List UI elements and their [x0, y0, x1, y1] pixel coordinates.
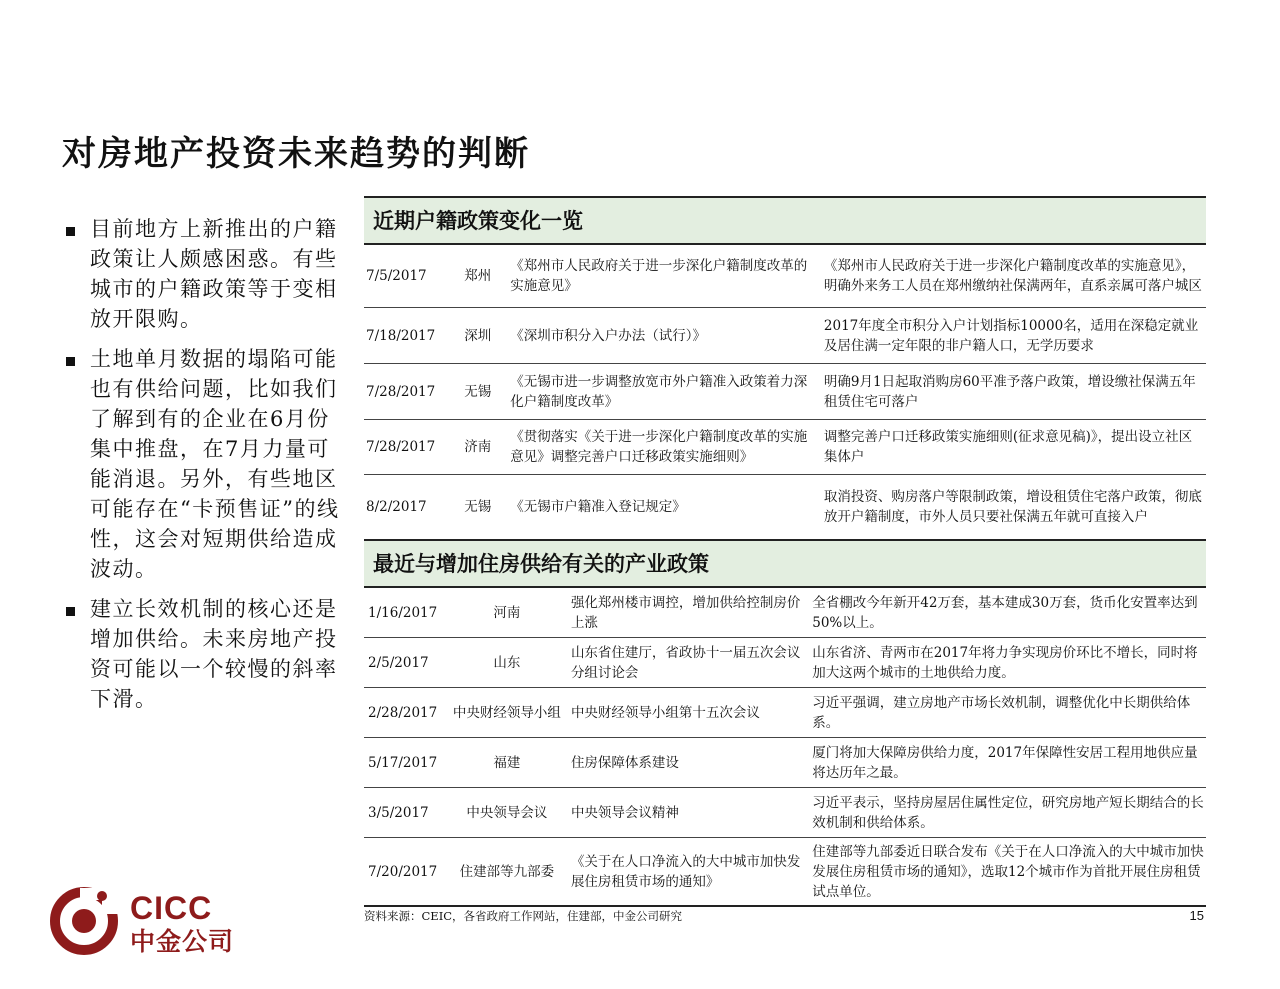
event-cell: 《关于在人口净流入的大中城市加快发展住房租赁市场的通知》 — [570, 853, 801, 890]
bullet-text: 建立长效机制的核心还是增加供给。未来房地产投资可能以一个较慢的斜率下滑。 — [90, 597, 338, 711]
city-cell: 无锡 — [464, 499, 492, 515]
table-row — [364, 738, 1206, 788]
event-cell: 山东省住建厅，省政协十一届五次会议分组讨论会 — [570, 644, 801, 681]
table-row — [364, 475, 1206, 539]
policy-name-cell: 《郑州市人民政府关于进一步深化户籍制度改革的实施意见》 — [510, 258, 808, 294]
org-cell: 住建部等九部委 — [459, 863, 555, 880]
table1-header: 近期户籍政策变化一览 — [364, 196, 1206, 245]
date-cell: 2/28/2017 — [368, 704, 438, 721]
org-cell: 河南 — [493, 604, 521, 621]
bullet-item — [62, 214, 340, 334]
org-cell: 中央领导会议 — [466, 804, 548, 821]
event-cell: 住房保障体系建设 — [570, 754, 679, 771]
logo-text-cn: 中金公司 — [130, 927, 235, 956]
city-cell: 深圳 — [464, 327, 492, 344]
bullet-text: 土地单月数据的塌陷可能也有供给问题，比如我们了解到有的企业在6月份集中推盘，在7月力量可能消退。另外，有些地区可能存在“卡预售证”的线性，这会对短期供给造成波动。 — [90, 347, 340, 581]
table2-header: 最近与增加住房供给有关的产业政策 — [364, 539, 1206, 588]
cicc-emblem-icon — [50, 886, 122, 956]
policy-name-cell: 《无锡市进一步调整放宽市外户籍准入政策着力深化户籍制度改革》 — [510, 373, 808, 410]
policy-desc-cell: 住建部等九部委近日联合发布《关于在人口净流入的大中城市加快发展住房租赁市场的通知》，选取12个城市作为首批开展住房租赁试点单位。 — [812, 843, 1204, 900]
date-cell: 3/5/2017 — [368, 804, 429, 821]
policy-name-cell: 《贯彻落实《关于进一步深化户籍制度改革的实施意见》调整完善户口迁移政策实施细则》 — [510, 429, 808, 465]
policy-desc-cell: 厦门将加大保障房供给力度，2017年保障性安居工程用地供应量将达历年之最。 — [812, 744, 1198, 781]
date-cell: 8/2/2017 — [366, 499, 427, 515]
date-cell: 5/17/2017 — [368, 754, 438, 771]
square-bullet-icon — [66, 607, 75, 616]
page-title: 对房地产投资未来趋势的判断 — [62, 134, 530, 174]
event-cell: 中央领导会议精神 — [570, 804, 679, 821]
logo-text-en: CICC — [130, 890, 213, 926]
table-row — [364, 838, 1206, 905]
policy-desc-cell: 取消投资、购房落户等限制政策，增设租赁住宅落户政策，彻底放开户籍制度，市外人员只要社保满五年就可直接入户 — [823, 489, 1202, 525]
event-cell: 强化郑州楼市调控，增加供给控制房价上涨 — [570, 594, 801, 631]
table-row — [364, 420, 1206, 475]
date-cell: 7/28/2017 — [366, 383, 436, 400]
policy-desc-cell: 习近平强调，建立房地产市场长效机制，调整优化中长期供给体系。 — [812, 694, 1191, 731]
bullet-item — [62, 344, 340, 584]
footer — [364, 905, 1206, 929]
city-cell: 济南 — [464, 439, 492, 455]
cicc-logo — [50, 886, 240, 956]
date-cell: 7/20/2017 — [368, 863, 438, 880]
policy-name-cell: 《无锡市户籍准入登记规定》 — [510, 499, 686, 515]
policy-desc-cell: 全省棚改今年新开42万套，基本建成30万套，货币化安置率达到50%以上。 — [812, 594, 1198, 631]
table-row — [364, 588, 1206, 638]
table2 — [364, 588, 1206, 905]
source-note: 资料来源：CEIC，各省政府工作网站，住建部，中金公司研究 — [364, 909, 683, 923]
city-cell: 郑州 — [464, 268, 492, 284]
date-cell: 7/18/2017 — [366, 327, 436, 344]
policy-desc-cell: 2017年度全市积分入户计划指标10000名，适用在深稳定就业及居住满一定年限的非户籍人口，无学历要求 — [823, 317, 1199, 354]
table-row — [364, 788, 1206, 838]
policy-desc-cell: 明确9月1日起取消购房60平准予落户政策，增设缴社保满五年租赁住宅可落户 — [823, 373, 1196, 410]
date-cell: 2/5/2017 — [368, 654, 429, 671]
table-row — [364, 638, 1206, 688]
bullet-item — [62, 594, 340, 714]
policy-desc-cell: 调整完善户口迁移政策实施细则(征求意见稿)》，提出设立社区集体户 — [823, 429, 1193, 465]
policy-desc-cell: 习近平表示，坚持房屋居住属性定位，研究房地产短长期结合的长效机制和供给体系。 — [812, 794, 1204, 831]
table-row — [364, 688, 1206, 738]
bullet-list — [62, 214, 340, 724]
bullet-text: 目前地方上新推出的户籍政策让人颇感困惑。有些城市的户籍政策等于变相放开限购。 — [90, 217, 338, 331]
city-cell: 无锡 — [464, 383, 492, 400]
event-cell: 中央财经领导小组第十五次会议 — [570, 704, 760, 721]
org-cell: 山东 — [493, 654, 521, 671]
policy-desc-cell: 《郑州市人民政府关于进一步深化户籍制度改革的实施意见》，明确外来务工人员在郑州缴纳社保满两年，直系亲属可落户城区 — [823, 258, 1202, 294]
table-row — [364, 245, 1206, 308]
org-cell: 福建 — [493, 754, 521, 771]
table-row — [364, 364, 1206, 420]
table1 — [364, 245, 1206, 539]
page-number: 15 — [1189, 908, 1204, 923]
policy-desc-cell: 山东省济、青两市在2017年将力争实现房价环比不增长，同时将加大这两个城市的土地供给力度。 — [812, 644, 1198, 681]
org-cell: 中央财经领导小组 — [452, 704, 561, 721]
square-bullet-icon — [66, 357, 75, 366]
date-cell: 7/5/2017 — [366, 268, 427, 284]
policy-name-cell: 《深圳市积分入户办法（试行）》 — [510, 327, 707, 344]
table-row — [364, 308, 1206, 364]
tables-panel — [364, 196, 1206, 929]
date-cell: 1/16/2017 — [368, 604, 438, 621]
square-bullet-icon — [66, 227, 75, 236]
date-cell: 7/28/2017 — [366, 439, 436, 455]
